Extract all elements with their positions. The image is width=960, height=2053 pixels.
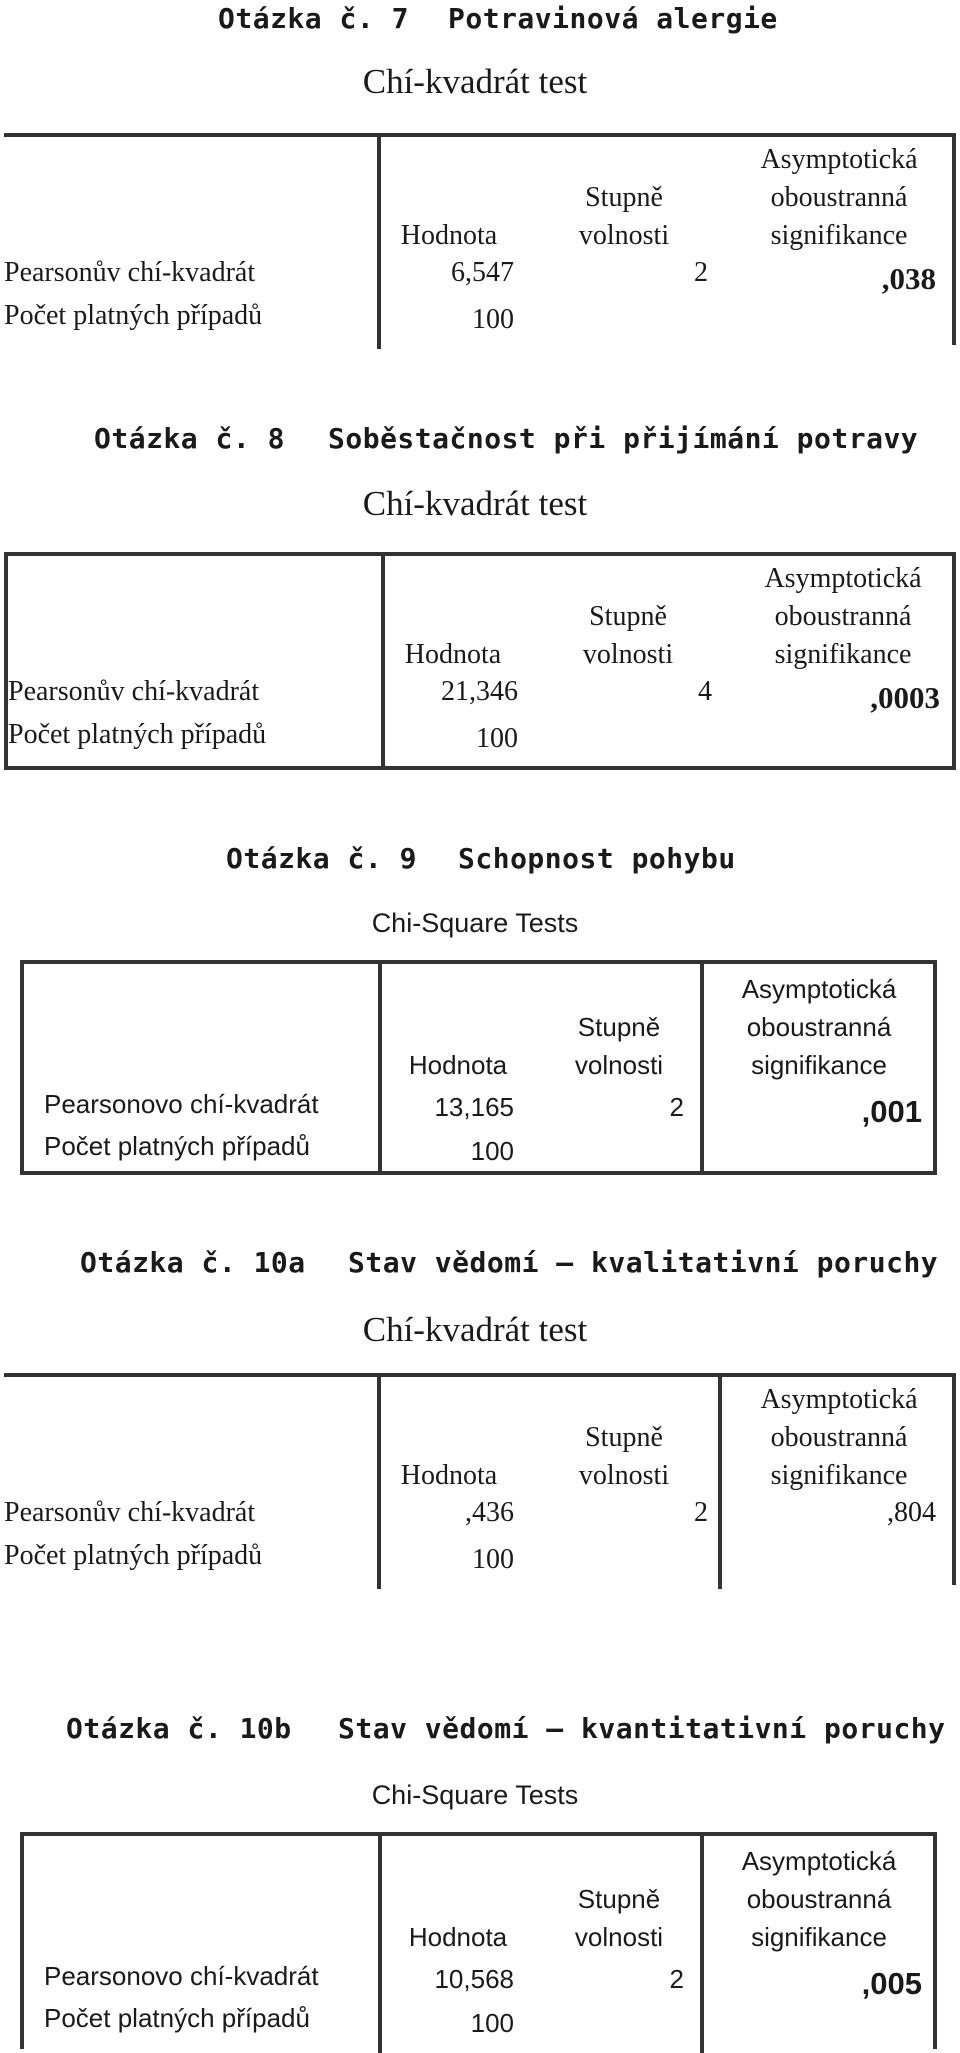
header-sig-line1: Asymptotická [764,563,922,594]
row-value: 10,568 [434,1964,514,1994]
row-label: Pearsonův chí-kvadrát [4,257,256,288]
header-value: Hodnota [408,1050,508,1080]
chi-square-table [4,133,956,345]
row-sig: ,038 [881,261,936,296]
row-value: 100 [470,1136,514,1166]
header-df-line1: Stupně [589,601,667,632]
row-value: 21,346 [441,676,518,707]
row-df: 2 [669,1964,684,1994]
header-sig-line2: oboustranná [746,1884,892,1914]
column-divider [718,1377,722,1589]
row-sig: ,804 [887,1497,936,1528]
row-value: 100 [472,304,514,335]
question-number: Otázka č. 10b [66,1712,292,1745]
row-sig: ,001 [861,1094,922,1129]
row-value: 100 [476,723,518,754]
row-sig: ,0003 [870,680,940,715]
header-df-line2: volnosti [578,1460,670,1491]
row-label: Pearsonovo chí-kvadrát [44,1089,319,1119]
table-caption: Chí-kvadrát test [362,62,588,101]
header-sig-line3: signifikance [770,1460,908,1491]
header-sig-line1: Asymptotická [741,1846,897,1876]
header-sig-line2: oboustranná [770,182,908,213]
section-heading [218,2,778,35]
header-df-line2: volnosti [574,1050,664,1080]
row-label: Počet platných případů [4,300,263,331]
question-number: Otázka č. 9 [226,842,417,875]
section-heading [226,842,736,875]
row-sig: ,005 [861,1966,922,2001]
chi-square-table [20,960,937,1175]
header-sig-line2: oboustranná [774,601,912,632]
section-heading [94,422,919,455]
row-value: ,436 [465,1497,514,1528]
header-df-line2: volnosti [574,1922,664,1952]
chi-square-table [20,1832,937,2049]
header-value: Hodnota [400,220,498,251]
row-label: Pearsonovo chí-kvadrát [44,1961,319,1991]
header-df-line2: volnosti [582,639,674,670]
question-topic: Schopnost pohybu [458,842,736,875]
header-df-line1: Stupně [577,1884,661,1914]
question-number: Otázka č. 10a [80,1246,306,1279]
header-sig-line1: Asymptotická [760,144,918,175]
header-sig-line2: oboustranná [770,1422,908,1453]
row-label: Počet platných případů [44,2003,310,2033]
row-value: 100 [472,1544,514,1575]
row-label: Počet platných případů [44,1131,310,1161]
table-caption: Chí-kvadrát test [362,1310,588,1349]
header-value: Hodnota [404,639,502,670]
question-number: Otázka č. 7 [218,2,409,35]
chi-square-table [4,1373,956,1585]
row-label: Počet platných případů [8,719,267,750]
header-sig-line3: signifikance [751,1050,887,1080]
question-topic: Stav vědomí – kvantitativní poruchy [338,1712,946,1745]
header-sig-line3: signifikance [770,220,908,251]
question-topic: Stav vědomí – kvalitativní poruchy [348,1246,939,1279]
header-sig-line1: Asymptotická [760,1384,918,1415]
header-sig-line2: oboustranná [746,1012,892,1042]
section-heading [66,1712,946,1745]
row-label: Pearsonův chí-kvadrát [8,676,260,707]
header-df-line2: volnosti [578,220,670,251]
row-df: 2 [694,257,708,288]
table-caption: Chí-kvadrát test [362,484,588,523]
row-df: 4 [698,676,712,707]
table-caption: Chi-Square Tests [371,908,579,938]
chi-square-table [4,552,956,770]
question-topic: Potravinová alergie [448,2,778,35]
row-label: Pearsonův chí-kvadrát [4,1497,256,1528]
question-topic: Soběstačnost při přijímání potravy [328,422,919,455]
header-value: Hodnota [400,1460,498,1491]
header-df-line1: Stupně [577,1012,661,1042]
section-heading [80,1246,939,1279]
table-caption: Chi-Square Tests [371,1780,579,1810]
column-divider [377,1377,381,1589]
column-divider [377,137,381,349]
column-divider [381,556,385,766]
header-sig-line3: signifikance [774,639,912,670]
row-df: 2 [694,1497,708,1528]
header-df-line1: Stupně [585,1422,663,1453]
header-sig-line1: Asymptotická [741,974,897,1004]
header-df-line1: Stupně [585,182,663,213]
row-value: 13,165 [434,1092,514,1122]
row-value: 100 [470,2008,514,2038]
header-sig-line3: signifikance [751,1922,887,1952]
row-df: 2 [669,1092,684,1122]
row-value: 6,547 [451,257,514,288]
row-label: Počet platných případů [4,1540,263,1571]
question-number: Otázka č. 8 [94,422,285,455]
header-value: Hodnota [408,1922,508,1952]
